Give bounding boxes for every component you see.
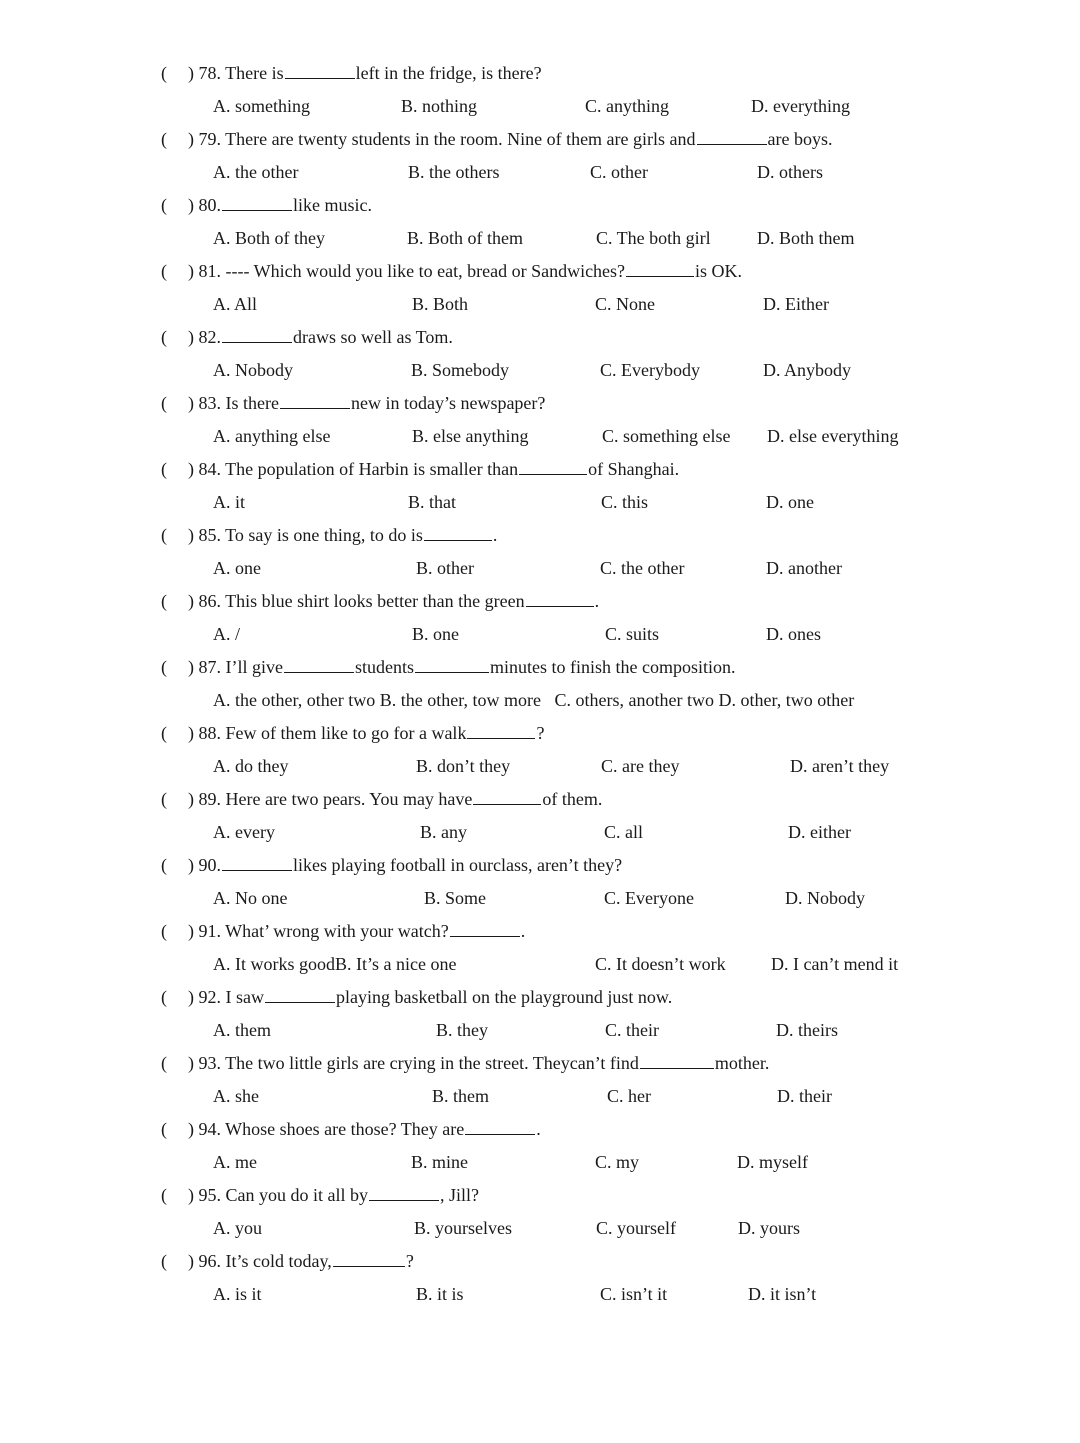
answer-paren: (: [161, 789, 167, 809]
option-c: C. It doesn’t work: [595, 954, 726, 974]
answer-options: [0, 552, 1080, 585]
option-b: B. that: [408, 492, 456, 512]
question-85: [0, 519, 1080, 585]
option-d: D. yours: [738, 1218, 800, 1238]
answer-paren: (: [161, 855, 167, 875]
option-b: B. one: [412, 624, 459, 644]
option-c: C. yourself: [596, 1218, 676, 1238]
answer-blank: [222, 855, 292, 871]
option-d: D. their: [777, 1086, 832, 1106]
stem-text: ) 78. There is left in the fridge, is there?: [188, 63, 542, 83]
option-d: D. myself: [737, 1152, 808, 1172]
question-95: [0, 1179, 1080, 1245]
option-d: D. everything: [751, 96, 850, 116]
option-a: A. you: [213, 1218, 262, 1238]
question-92: [0, 981, 1080, 1047]
option-a: A. the other: [213, 162, 299, 182]
answer-blank: [697, 129, 767, 145]
answer-paren: (: [161, 987, 167, 1007]
question-86: [0, 585, 1080, 651]
question-91: [0, 915, 1080, 981]
option-d: D. Nobody: [785, 888, 865, 908]
option-c: C. suits: [605, 624, 660, 644]
question-83: [0, 387, 1080, 453]
question-89: [0, 783, 1080, 849]
answer-options: [0, 156, 1080, 189]
answer-paren: (: [161, 195, 167, 215]
option-c: C. isn’t it: [600, 1284, 668, 1304]
stem-text: ) 93. The two little girls are crying in the street. Theycan’t find mother.: [188, 1053, 770, 1073]
answer-blank: [222, 195, 292, 211]
option-b: B. Both of them: [407, 228, 523, 248]
option-b: B. don’t they: [416, 756, 511, 776]
answer-paren: (: [161, 1119, 167, 1139]
question-84: [0, 453, 1080, 519]
option-c: C. her: [607, 1086, 651, 1106]
answer-blank: [424, 525, 492, 541]
question-stem: [0, 255, 1080, 288]
answer-paren: (: [161, 723, 167, 743]
option-c: C. all: [604, 822, 643, 842]
option-d: D. one: [766, 492, 814, 512]
answer-blank: [369, 1185, 439, 1201]
question-stem: [0, 123, 1080, 156]
question-stem: [0, 585, 1080, 618]
option-d: D. Either: [763, 294, 829, 314]
question-stem: [0, 189, 1080, 222]
stem-text: ) 85. To say is one thing, to do is .: [188, 525, 498, 545]
option-a: A. something: [213, 96, 310, 116]
option-b: B. they: [436, 1020, 488, 1040]
answer-options: [0, 222, 1080, 255]
answer-blank: [265, 987, 335, 1003]
option-b: B. nothing: [401, 96, 478, 116]
answer-paren: (: [161, 591, 167, 611]
answer-blank: [526, 591, 594, 607]
option-d: D. others: [757, 162, 823, 182]
answer-blank: [626, 261, 694, 277]
answer-paren: (: [161, 459, 167, 479]
answer-options: [0, 816, 1080, 849]
question-stem: [0, 783, 1080, 816]
option-b: B. the others: [408, 162, 500, 182]
option-a: A. No one: [213, 888, 288, 908]
question-stem: [0, 1245, 1080, 1278]
question-stem: [0, 453, 1080, 486]
answer-paren: (: [161, 657, 167, 677]
question-stem: [0, 57, 1080, 90]
answer-options: [0, 90, 1080, 123]
option-d: D. I can’t mend it: [771, 954, 899, 974]
option-a: A. All: [213, 294, 258, 314]
question-90: [0, 849, 1080, 915]
answer-paren: (: [161, 1053, 167, 1073]
option-a: A. Both of they: [213, 228, 325, 248]
option-d: D. aren’t they: [790, 756, 890, 776]
option-c: C. Everyone: [604, 888, 694, 908]
option-b: B. yourselves: [414, 1218, 512, 1238]
answer-blank: [450, 921, 520, 937]
option-c: C. other: [590, 162, 648, 182]
option-c: C. Everybody: [600, 360, 700, 380]
answer-options: [0, 750, 1080, 783]
stem-text: ) 92. I saw playing basketball on the playground just now.: [188, 987, 673, 1007]
stem-text: ) 87. I’ll give students minutes to finish the composition.: [188, 657, 736, 677]
question-stem: [0, 1179, 1080, 1212]
option-c: C. The both girl: [596, 228, 711, 248]
stem-text: ) 88. Few of them like to go for a walk ?: [188, 723, 545, 743]
answer-options: [0, 882, 1080, 915]
stem-text: ) 94. Whose shoes are those? They are .: [188, 1119, 541, 1139]
question-stem: [0, 387, 1080, 420]
answer-paren: (: [161, 393, 167, 413]
answer-blank: [467, 723, 535, 739]
question-96: [0, 1245, 1080, 1311]
answer-options: [0, 1080, 1080, 1113]
option-d: D. Anybody: [763, 360, 852, 380]
option-a: A. me: [213, 1152, 257, 1172]
answer-blank: [465, 1119, 535, 1135]
question-94: [0, 1113, 1080, 1179]
stem-text: ) 84. The population of Harbin is smaller than of Shanghai.: [188, 459, 680, 479]
answer-options: [0, 948, 1080, 981]
option-b: B. Some: [424, 888, 487, 908]
option-b: B. them: [432, 1086, 489, 1106]
answer-blank: [222, 327, 292, 343]
option-c: C. the other: [600, 558, 685, 578]
option-b: B. else anything: [412, 426, 529, 446]
question-stem: [0, 717, 1080, 750]
question-93: [0, 1047, 1080, 1113]
option-d: D. it isn’t: [748, 1284, 817, 1304]
stem-text: ) 79. There are twenty students in the room. Nine of them are girls and are boys.: [188, 129, 833, 149]
answer-options: [0, 1212, 1080, 1245]
option-a: A. she: [213, 1086, 259, 1106]
question-81: [0, 255, 1080, 321]
answer-options: [0, 486, 1080, 519]
answer-blank: [284, 657, 354, 673]
answer-paren: (: [161, 327, 167, 347]
answer-paren: (: [161, 525, 167, 545]
stem-text: ) 90. likes playing football in ourclass, aren’t they?: [188, 855, 623, 875]
answer-blank: [280, 393, 350, 409]
answer-options: [0, 1014, 1080, 1047]
stem-text: ) 89. Here are two pears. You may have of them.: [188, 789, 603, 809]
question-stem: [0, 651, 1080, 684]
stem-text: ) 83. Is there new in today’s newspaper?: [188, 393, 546, 413]
question-stem: [0, 915, 1080, 948]
answer-blank: [333, 1251, 405, 1267]
option-a: A. one: [213, 558, 261, 578]
question-stem: [0, 519, 1080, 552]
option-d: D. another: [766, 558, 842, 578]
option-c: C. are they: [601, 756, 680, 776]
option-c: C. their: [605, 1020, 659, 1040]
stem-text: ) 96. It’s cold today, ?: [188, 1251, 414, 1271]
answer-paren: (: [161, 63, 167, 83]
option-c: C. anything: [585, 96, 669, 116]
answer-paren: (: [161, 921, 167, 941]
option-c: C. None: [595, 294, 655, 314]
option-a: A. anything else: [213, 426, 331, 446]
option-c: C. my: [595, 1152, 640, 1172]
answer-options: [0, 288, 1080, 321]
question-stem: [0, 321, 1080, 354]
answer-options: [0, 618, 1080, 651]
answer-paren: (: [161, 1251, 167, 1271]
answer-options: [0, 1146, 1080, 1179]
stem-text: ) 91. What’ wrong with your watch? .: [188, 921, 526, 941]
option-a: A. is it: [213, 1284, 262, 1304]
option-b: B. it is: [416, 1284, 464, 1304]
stem-text: ) 80. like music.: [188, 195, 372, 215]
option-d: D. either: [788, 822, 851, 842]
answer-blank: [473, 789, 541, 805]
stem-text: ) 95. Can you do it all by , Jill?: [188, 1185, 479, 1205]
option-b: B. Both: [412, 294, 469, 314]
option-d: D. else everything: [767, 426, 899, 446]
option-d: D. ones: [766, 624, 821, 644]
stem-text: ) 81. ---- Which would you like to eat, bread or Sandwiches? is OK.: [188, 261, 743, 281]
stem-text: ) 86. This blue shirt looks better than the green .: [188, 591, 600, 611]
answer-options: [0, 420, 1080, 453]
question-stem: [0, 1047, 1080, 1080]
stem-text: ) 82. draws so well as Tom.: [188, 327, 453, 347]
question-82: [0, 321, 1080, 387]
question-87: [0, 651, 1080, 717]
option-a: A. do they: [213, 756, 289, 776]
options-line: A. the other, other two B. the other, tow more C. others, another two D. other, two other: [213, 690, 855, 710]
option-a: A. Nobody: [213, 360, 293, 380]
question-stem: [0, 981, 1080, 1014]
question-80: [0, 189, 1080, 255]
question-88: [0, 717, 1080, 783]
question-79: [0, 123, 1080, 189]
answer-blank: [640, 1053, 714, 1069]
option-b: B. Somebody: [411, 360, 510, 380]
option-c: C. this: [601, 492, 649, 512]
answer-paren: (: [161, 1185, 167, 1205]
option-a: A. them: [213, 1020, 271, 1040]
question-stem: [0, 1113, 1080, 1146]
option-d: D. theirs: [776, 1020, 838, 1040]
answer-blank: [519, 459, 587, 475]
answer-options: [0, 684, 1080, 717]
answer-options: [0, 1278, 1080, 1311]
worksheet-page: [0, 57, 1080, 1311]
answer-blank: [285, 63, 355, 79]
option-b: B. mine: [411, 1152, 468, 1172]
option-a: A. it: [213, 492, 246, 512]
option-b: B. any: [420, 822, 467, 842]
answer-paren: (: [161, 261, 167, 281]
option-b: B. other: [416, 558, 474, 578]
answer-options: [0, 354, 1080, 387]
question-stem: [0, 849, 1080, 882]
option-c: C. something else: [602, 426, 731, 446]
question-78: [0, 57, 1080, 123]
option-a-b: A. It works goodB. It’s a nice one: [213, 954, 457, 974]
option-a: A. every: [213, 822, 275, 842]
answer-paren: (: [161, 129, 167, 149]
option-a: A. /: [213, 624, 240, 644]
option-d: D. Both them: [757, 228, 855, 248]
answer-blank: [415, 657, 489, 673]
